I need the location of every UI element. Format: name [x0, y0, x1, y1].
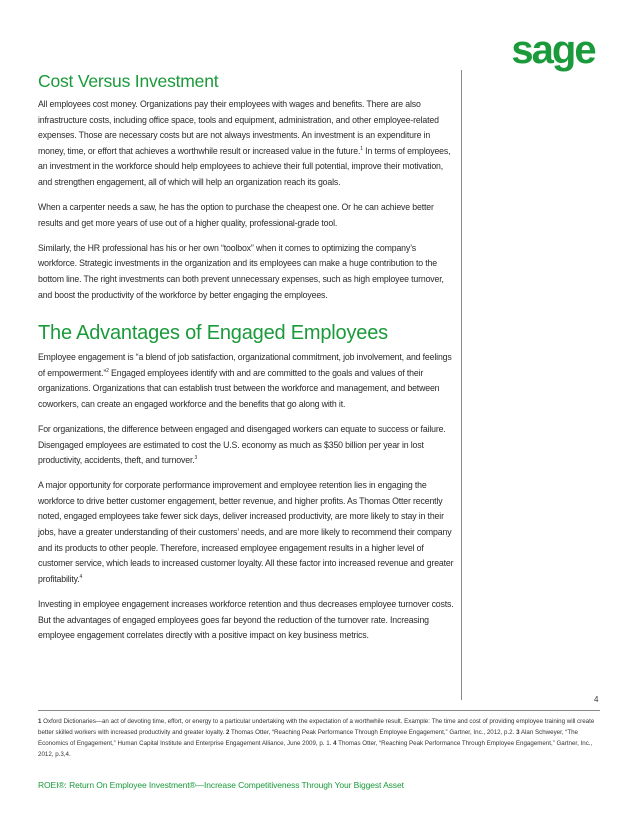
page-number: 4 [594, 695, 599, 704]
sage-logo-text: sage [511, 30, 595, 72]
paragraph: When a carpenter needs a saw, he has the option to purchase the cheapest one. Or he can achieve better results and get more years of use out of a higher quality, professional-grade tool. [38, 202, 434, 228]
sage-logo [506, 30, 600, 72]
vertical-divider [461, 70, 462, 700]
paragraph: All employees cost money. Organizations pay their employees with wages and benefits. There are also infrastructure costs, including office space, tools and equipment, administration, and other employee-related expenses. Those are necessary costs but are not always investments. An investment is an expenditure in money, time, or effort that achieves a worthwhile result or increased value in the future.$^1$ In terms of employees, an investment in the workforce should help employees to achieve their full potential, improve their motivation, and strengthen engagement, all of which will help an organization reach its goals. [38, 99, 451, 187]
footnotes: 1 Oxford Dictionaries—an act of devoting time, effort, or energy to a particular undertaking with the expectation of a worthwhile result. Example: The time and cost of providing employee training will create better skilled workers with increased productivity and greater loyalty. 2 Thomas Otter, “Reaching Peak Performance Through Employee Engagement,” Gartner, Inc., 2012, p.2. 3 Alan Schweyer, “The Economics of Engagement,” Human Capital Institute and Enterprise Engagement Alliance, June 2009, p. 1. 4 Thomas Otter, “Reaching Peak Performance Through Employee Engagement,” Gartner, Inc., 2012, p.3,4. [38, 718, 595, 758]
footnote-ref: 4 [79, 573, 83, 580]
paragraph: A major opportunity for corporate performance improvement and employee retention lies in engaging the workforce to drive better customer engagement, better revenue, and higher profits. As Thomas Otter recently noted, engaged employees take fewer sick days, deliver increased productivity, are more likely to stay in their jobs, have a greater understanding of their customers’ needs, and are more likely to recommend their company and its products to other people. Therefore, increased employee engagement results in a higher level of customer service, which leads to increased customer loyalty. All these factor into increased revenue and greater profitability.$^4$ [38, 480, 454, 584]
document-footer: ROEI®: Return On Employee Investment®—Increase Competitiveness Through Your Biggest Asset [38, 780, 404, 790]
section-title-cost-vs-investment: Cost Versus Investment [38, 71, 219, 91]
main-content [38, 70, 456, 653]
paragraph: Employee engagement is “a blend of job satisfaction, organizational commitment, job involvement, and feelings of empowerment.”$^2$ Engaged employees identify with and are committed to the goals and values of their organizations. Organizations that can establish trust between the workforce and management, and between coworkers, can create an engaged workforce and the benefits that go along with it. [38, 352, 452, 409]
footnote-ref: 3 [194, 455, 198, 462]
paragraph: Similarly, the HR professional has his or her own “toolbox” when it comes to optimizing the company’s workforce. Strategic investments in the organization and its employees can make a huge contribution to the bottom line. The right investments can both prevent unnecessary expenses, such as high employee turnover, and boost the productivity of the workforce by better engaging the employees. [38, 242, 444, 300]
footnote-ref: 1 [360, 145, 363, 152]
footnote-ref: 2 [106, 367, 109, 374]
section-title-engaged-employees: The Advantages of Engaged Employees [38, 322, 388, 345]
paragraph: For organizations, the difference between engaged and disengaged workers can equate to success or failure. Disengaged employees are estimated to cost the U.S. economy as much as $350 billion per year in lost productivity, accidents, theft, and turnover.$^3$ [38, 424, 446, 466]
paragraph: Investing in employee engagement increases workforce retention and thus decreases employee turnover costs. But the advantages of engaged employees goes far beyond the reduction of the turnover rate. Increasing employee engagement correlates directly with a positive impact on key business metrics. [38, 598, 454, 641]
horizontal-divider [38, 710, 600, 711]
